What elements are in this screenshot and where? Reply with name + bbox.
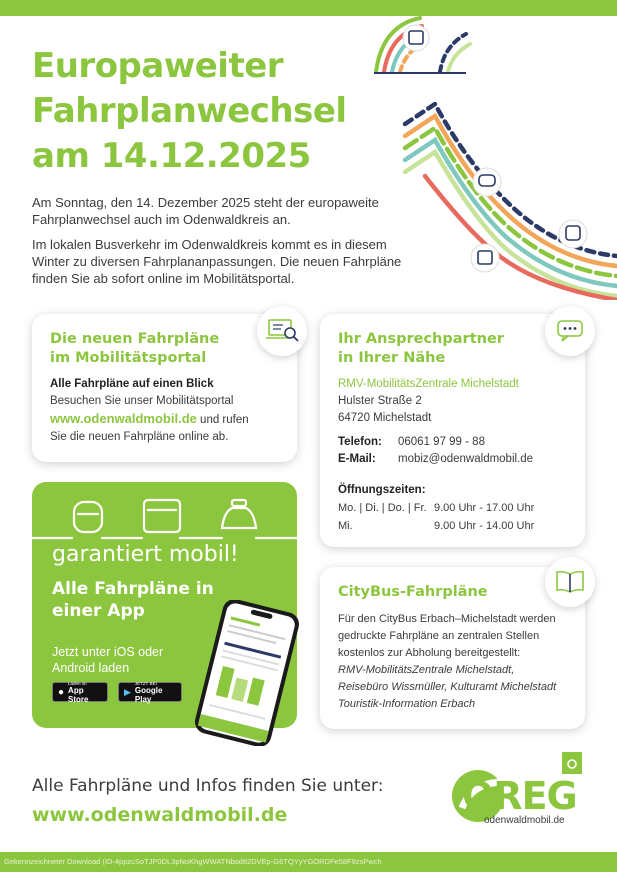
- citybus-location-line-3: Touristik-Information Erbach: [338, 698, 476, 710]
- intro-text: [32, 194, 422, 295]
- contact-phone-row: [338, 434, 578, 451]
- top-bar: [0, 0, 617, 16]
- contact-email[interactable]: mobiz@odenwaldmobil.de: [398, 453, 534, 465]
- book-icon: [545, 557, 595, 607]
- download-id-text: Gekennzeichneter Download (ID-4ppzcSoTJP0DL3pNoKhgWWATNbsd82DVEp-G6TQYyYGORDFe58F9zsPwch: [4, 857, 382, 866]
- app-title-line-1: Alle Fahrpläne in: [52, 579, 214, 599]
- headline-line-3: am 14.12.2025: [32, 136, 311, 176]
- route-lines-graphic-top: [370, 16, 480, 78]
- app-subtitle-line-1: Jetzt unter iOS oder: [52, 645, 164, 659]
- portal-title-line-1: Die neuen Fahrpläne: [50, 331, 220, 347]
- hours-row: [338, 499, 578, 517]
- app-store-button[interactable]: [52, 682, 108, 702]
- bottom-url-link[interactable]: www.odenwaldmobil.de: [32, 804, 288, 826]
- smartphone-app-mockup: [178, 600, 316, 746]
- app-store-small-label: Laden im: [68, 680, 87, 686]
- contact-hours-label: Öffnungszeiten:: [338, 484, 426, 496]
- chat-bubble-icon: [545, 306, 595, 356]
- citybus-title: CityBus-Fahrpläne: [338, 584, 488, 600]
- route-lines-graphic-main: [395, 100, 617, 300]
- contact-org: RMV-MobilitätsZentrale Michelstadt: [338, 378, 519, 390]
- google-play-small-label: JETZT BEI: [134, 680, 157, 686]
- contact-email-row: [338, 451, 578, 468]
- contact-title-line-2: in Ihrer Nähe: [338, 350, 446, 366]
- oreg-logo-text: OREG: [462, 774, 577, 818]
- contact-city: 64720 Michelstadt: [338, 412, 432, 424]
- citybus-location-line-2: Reisebüro Wissmüller, Kulturamt Michelstadt: [338, 681, 557, 693]
- contact-title-line-1: Ihr Ansprechpartner: [338, 331, 504, 347]
- portal-subtitle: Alle Fahrpläne auf einen Blick: [50, 378, 214, 390]
- google-play-icon: ▶: [124, 686, 131, 697]
- hours-row: [338, 517, 578, 535]
- hours-time: 9.00 Uhr - 14.00 Uhr: [434, 520, 535, 532]
- hours-time: 9.00 Uhr - 17.00 Uhr: [434, 502, 535, 514]
- portal-text-1: Besuchen Sie unser Mobilitätsportal: [50, 395, 234, 407]
- citybus-card: [320, 567, 585, 729]
- intro-paragraph-2: Im lokalen Busverkehr im Odenwaldkreis kommt es in diesem Winter zu diversen Fahrplananpassungen. Die neuen Fahrpläne finden Sie ab sofort online im Mobilitätsportal.: [32, 237, 402, 286]
- google-play-label: Google Play: [134, 685, 163, 704]
- portal-text-2: und rufen: [196, 414, 249, 426]
- headline-line-1: Europaweiter: [32, 46, 284, 86]
- app-subtitle-line-2: Android laden: [52, 661, 130, 675]
- headline-line-2: Fahrplanwechsel: [32, 91, 347, 131]
- contact-card: [320, 314, 585, 547]
- citybus-location-line-1: RMV-MobilitätsZentrale Michelstadt,: [338, 664, 515, 676]
- app-title-line-2: einer App: [52, 601, 145, 621]
- headline: [32, 44, 347, 179]
- hours-days: Mo. | Di. | Do. | Fr.: [338, 502, 427, 514]
- citybus-text-line-1: Für den CityBus Erbach–Michelstadt werden: [338, 613, 556, 625]
- intro-paragraph-1: Am Sonntag, den 14. Dezember 2025 steht der europaweite Fahrplanwechsel auch im Odenwaldkreis an.: [32, 195, 379, 227]
- contact-phone-label: Telefon:: [338, 436, 382, 448]
- citybus-text-line-3: kostenlos zur Abholung bereitgestellt:: [338, 647, 521, 659]
- apple-icon: ●: [58, 686, 65, 698]
- portal-text-3: Sie die neuen Fahrpläne online ab.: [50, 431, 229, 443]
- contact-phone[interactable]: 06061 97 99 - 88: [398, 436, 485, 448]
- vehicles-line-graphic: [32, 494, 297, 544]
- citybus-text-line-2: gedruckte Fahrpläne an zentralen Stellen: [338, 630, 540, 642]
- contact-email-label: E-Mail:: [338, 453, 376, 465]
- portal-url-link[interactable]: www.odenwaldmobil.de: [50, 411, 197, 426]
- bottom-info-text: Alle Fahrpläne und Infos finden Sie unter:: [32, 776, 384, 796]
- contact-street: Hulster Straße 2: [338, 395, 422, 407]
- google-play-button[interactable]: [118, 682, 182, 702]
- hours-days: Mi.: [338, 520, 353, 532]
- app-store-label: App Store: [68, 685, 89, 704]
- app-slogan: garantiert mobil!: [52, 542, 239, 567]
- oreg-logo-subtitle: odenwaldmobil.de: [484, 815, 565, 826]
- laptop-search-icon: [257, 306, 307, 356]
- portal-title-line-2: im Mobilitätsportal: [50, 350, 207, 366]
- app-subtitle: [52, 644, 163, 676]
